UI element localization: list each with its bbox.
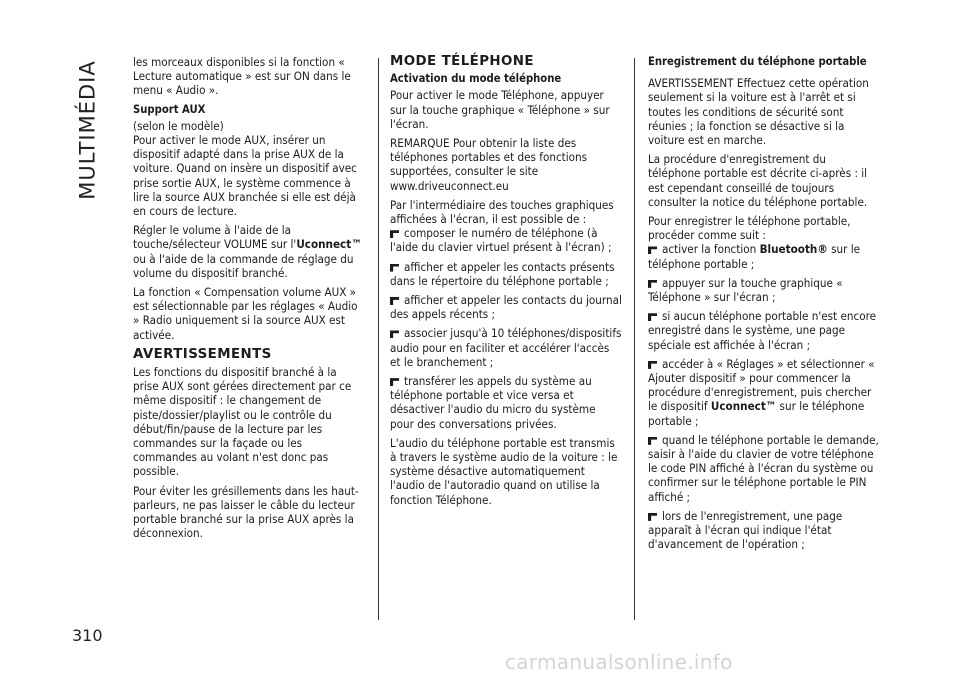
paragraph: Pour activer le mode AUX, insérer un dispositif adapté dans la prise AUX de la voiture. Quand on insère un dispositif avec prise sortie AUX, le système commence à lire la source AUX branchée si elle est déjà en cours de lecture. bbox=[133, 133, 357, 219]
column-divider bbox=[634, 58, 635, 620]
paragraph: La procédure d'enregistrement du téléphone portable est décrite ci-après : il est cependant conseillé de toujours consulter la notice du téléphone portable. bbox=[648, 152, 868, 209]
column-divider bbox=[378, 58, 379, 620]
checkbox-bullet-icon bbox=[390, 378, 399, 386]
subheading-phone-registration: Enregistrement du téléphone portable bbox=[648, 55, 867, 68]
paragraph-warning: AVERTISSEMENT Effectuez cette opération seulement si la voiture est à l'arrêt et si toutes les conditions de sécurité sont réunies ; la fonction se désactive si la voiture est en marche. bbox=[648, 76, 869, 148]
paragraph: L'audio du téléphone portable est transmis à travers le système audio de la voiture : le système désactive automatiquement l'audio de l'autoradio quand on utilise la fonction Téléphone. bbox=[390, 435, 618, 507]
paragraph: Par l'intermédiaire des touches graphiques affichées à l'écran, il est possible de : bbox=[390, 197, 614, 227]
paragraph: les morceaux disponibles si la fonction « Lecture automatique » est sur ON dans le menu « Audio ». bbox=[133, 55, 351, 98]
paragraph: Pour enregistrer le téléphone portable, procéder comme suit : bbox=[648, 214, 851, 243]
list-item: afficher et appeler les contacts du journal des appels récents ; bbox=[390, 293, 622, 322]
list-item: associer jusqu'à 10 téléphones/dispositifs audio pour en faciliter et accélérer l'accès et le branchement ; bbox=[390, 326, 622, 369]
paragraph: La fonction « Compensation volume AUX » est sélectionnable par les réglages « Audio » Radio uniquement si la source AUX est activée. bbox=[133, 285, 358, 342]
subheading-aux-support: Support AUX bbox=[133, 102, 206, 116]
column-2 bbox=[390, 55, 622, 512]
checkbox-bullet-icon bbox=[390, 297, 399, 305]
checkbox-bullet-icon bbox=[390, 230, 399, 238]
paragraph-note: (selon le modèle) bbox=[133, 118, 224, 133]
checkbox-bullet-icon bbox=[648, 313, 657, 321]
section-title-text: MULTIMÉDIA bbox=[76, 60, 100, 200]
checkbox-bullet-icon bbox=[390, 264, 399, 272]
paragraph: Régler le volume à l'aide de la touche/sélecteur VOLUME sur l'Uconnect™ ou à l'aide de la commande de réglage du volume du dispositif branché. bbox=[133, 223, 362, 280]
heading-phone-mode: MODE TÉLÉPHONE bbox=[390, 54, 534, 69]
heading-warnings: AVERTISSEMENTS bbox=[133, 346, 272, 362]
list-item: quand le téléphone portable le demande, saisir à l'aide du clavier de votre téléphone le code PIN affiché à l'écran du système ou confirmer sur le téléphone portable le PIN affiché ; bbox=[648, 432, 879, 504]
section-title-vertical bbox=[58, 60, 118, 200]
list-item: afficher et appeler les contacts présents dans le répertoire du téléphone portable ; bbox=[390, 259, 615, 288]
list-item: appuyer sur la touche graphique « Téléphone » sur l'écran ; bbox=[648, 275, 843, 305]
checkbox-bullet-icon bbox=[648, 361, 657, 369]
list-item: lors de l'enregistrement, une page apparaît à l'écran qui indique l'état d'avancement de l'opération ; bbox=[648, 508, 843, 552]
paragraph: Les fonctions du dispositif branché à la prise AUX sont gérées directement par ce même dispositif : le changement de piste/dossier/playlist ou le contrôle du début/fin/pause de la lecture par les commandes sur la façade ou les commandes au volant n'est donc pas possible. bbox=[133, 365, 352, 479]
subheading-phone-activation: Activation du mode téléphone bbox=[390, 72, 562, 86]
checkbox-bullet-icon bbox=[648, 280, 657, 288]
watermark: carmanualsonline.info bbox=[505, 650, 733, 674]
page-number: 310 bbox=[72, 626, 103, 645]
list-item: si aucun téléphone portable n'est encore enregistré dans le système, une page spéciale est affichée à l'écran ; bbox=[648, 309, 877, 352]
checkbox-bullet-icon bbox=[648, 246, 657, 254]
paragraph-note: REMARQUE Pour obtenir la liste des téléphones portables et des fonctions supportées, consulter le site www.driveuconnect.eu bbox=[390, 136, 588, 193]
checkbox-bullet-icon bbox=[648, 437, 657, 445]
list-item: activer la fonction Bluetooth® sur le téléphone portable ; bbox=[648, 242, 861, 271]
column-3 bbox=[648, 55, 880, 557]
paragraph: Pour éviter les grésillements dans les haut-parleurs, ne pas laisser le câble du lecteur portable branché sur la prise AUX après la déconnexion. bbox=[133, 483, 359, 541]
checkbox-bullet-icon bbox=[648, 513, 657, 521]
list-item: accéder à « Réglages » et sélectionner « Ajouter dispositif » pour commencer la procédure d'enregistrement, puis chercher le dispositif Uconnect™ sur le téléphone portable ; bbox=[648, 356, 875, 428]
paragraph: Pour activer le mode Téléphone, appuyer sur la touche graphique « Téléphone » sur l'écran. bbox=[390, 88, 610, 131]
list-item: composer le numéro de téléphone (à l'aide du clavier virtuel présent à l'écran) ; bbox=[390, 226, 612, 255]
list-item: transférer les appels du système au téléphone portable et vice versa et désactiver l'audio du micro du système pour des conversations privées. bbox=[390, 374, 596, 431]
checkbox-bullet-icon bbox=[390, 330, 399, 338]
column-1 bbox=[133, 55, 365, 546]
